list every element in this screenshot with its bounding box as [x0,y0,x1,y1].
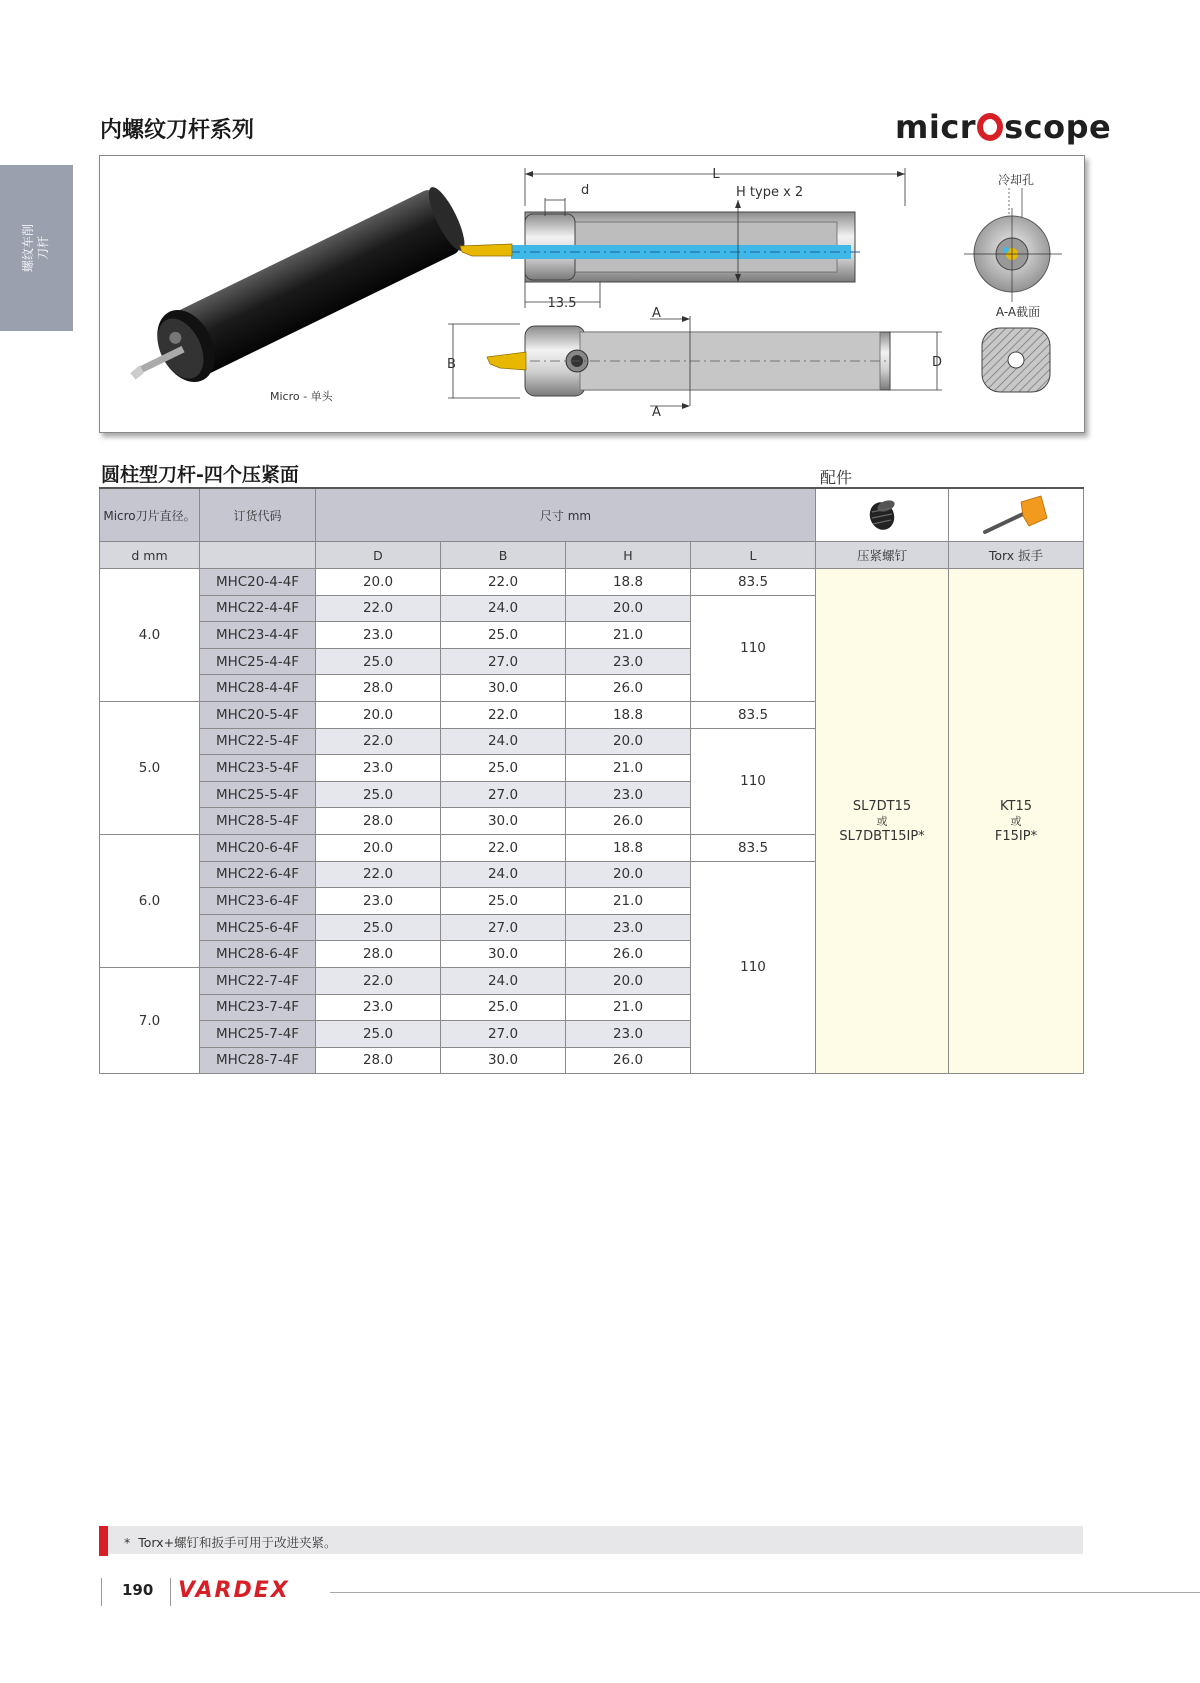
dim-label-A-top: A [652,306,661,321]
D-cell: 25.0 [316,648,441,675]
side-tab-line-1: 螺纹车削 [21,223,36,273]
header-L: L [691,542,816,569]
D-cell: 20.0 [316,569,441,596]
insert-diameter-cell: 7.0 [100,967,200,1073]
H-cell: 23.0 [566,1021,691,1048]
specification-table [99,487,1084,1074]
D-cell: 25.0 [316,1021,441,1048]
header-empty [200,542,316,569]
order-code-cell: MHC25-5-4F [200,781,316,808]
section-title: 圆柱型刀杆-四个压紧面 [101,464,299,486]
D-cell: 23.0 [316,755,441,782]
screw-or: 或 [876,814,888,828]
footer-divider [170,1578,171,1606]
clamp-screw-icon [862,494,902,534]
header-B: B [441,542,566,569]
footnote-marker: * [124,1535,131,1550]
front-view-drawing [447,306,942,420]
order-code-cell: MHC25-4-4F [200,648,316,675]
H-cell: 26.0 [566,1047,691,1074]
H-cell: 20.0 [566,861,691,888]
header-torx-wrench: Torx 扳手 [949,542,1084,569]
order-code-cell: MHC23-6-4F [200,888,316,915]
insert-diameter-cell: 5.0 [100,701,200,834]
H-cell: 18.8 [566,569,691,596]
header-order-code: 订货代码 [200,488,316,542]
L-cell: 110 [691,728,816,834]
wrench-or: 或 [1010,814,1022,828]
side-section-tab[interactable] [0,165,73,331]
L-cell: 110 [691,595,816,701]
order-code-cell: MHC23-7-4F [200,994,316,1021]
order-code-cell: MHC22-5-4F [200,728,316,755]
header-wrench-image [949,488,1084,542]
end-view-drawing [964,172,1062,302]
B-cell: 30.0 [441,941,566,968]
footnote-body: Torx+螺钉和扳手可用于改进夹紧。 [138,1535,337,1550]
B-cell: 22.0 [441,569,566,596]
B-cell: 25.0 [441,755,566,782]
L-cell: 83.5 [691,834,816,861]
B-cell: 25.0 [441,994,566,1021]
screw-code-2: SL7DBT15IP* [839,828,925,844]
coolant-hole-label: 冷却孔 [997,173,1035,187]
H-cell: 20.0 [566,967,691,994]
B-cell: 25.0 [441,888,566,915]
H-cell: 26.0 [566,675,691,702]
B-cell: 30.0 [441,1047,566,1074]
L-cell: 83.5 [691,569,816,596]
order-code-cell: MHC25-7-4F [200,1021,316,1048]
dim-label-d: d [581,183,590,198]
D-cell: 22.0 [316,861,441,888]
B-cell: 22.0 [441,834,566,861]
insert-diameter-cell: 6.0 [100,834,200,967]
D-cell: 20.0 [316,701,441,728]
order-code-cell: MHC22-7-4F [200,967,316,994]
logo-text-right: scope [1004,108,1112,146]
order-code-cell: MHC23-4-4F [200,622,316,649]
logo-o-ring-icon [977,113,1003,141]
order-code-cell: MHC23-5-4F [200,755,316,782]
order-code-cell: MHC20-5-4F [200,701,316,728]
D-cell: 28.0 [316,675,441,702]
order-code-cell: MHC20-4-4F [200,569,316,596]
D-cell: 28.0 [316,808,441,835]
B-cell: 24.0 [441,595,566,622]
page-title: 内螺纹刀杆系列 [100,118,255,143]
header-H: H [566,542,691,569]
table-row [100,569,1084,596]
vardex-logo: VARDEX [178,1578,290,1603]
B-cell: 27.0 [441,914,566,941]
footer-rule [330,1592,1200,1593]
dim-label-D: D [932,355,943,370]
H-cell: 23.0 [566,914,691,941]
technical-drawing-panel [99,155,1085,433]
header-dimensions: 尺寸 mm [316,488,816,542]
B-cell: 27.0 [441,781,566,808]
order-code-cell: MHC28-6-4F [200,941,316,968]
table-header-row-2 [100,542,1084,569]
header-screw-image [816,488,949,542]
H-cell: 21.0 [566,888,691,915]
technical-drawing [100,156,1084,432]
D-cell: 25.0 [316,914,441,941]
microscope-logo [895,108,1111,146]
dim-label-B: B [447,357,456,372]
B-cell: 22.0 [441,701,566,728]
order-code-cell: MHC28-7-4F [200,1047,316,1074]
H-cell: 18.8 [566,701,691,728]
drawing-caption: Micro - 单头 [270,390,333,403]
header-d: d mm [100,542,200,569]
H-cell: 23.0 [566,648,691,675]
B-cell: 27.0 [441,1021,566,1048]
screw-code-1: SL7DT15 [852,798,912,814]
D-cell: 28.0 [316,941,441,968]
wrench-code-1: KT15 [1000,798,1032,814]
order-code-cell: MHC28-5-4F [200,808,316,835]
H-cell: 18.8 [566,834,691,861]
H-cell: 23.0 [566,781,691,808]
D-cell: 22.0 [316,728,441,755]
dim-label-L: L [712,167,720,182]
order-code-cell: MHC25-6-4F [200,914,316,941]
H-cell: 21.0 [566,994,691,1021]
D-cell: 22.0 [316,595,441,622]
B-cell: 24.0 [441,861,566,888]
D-cell: 23.0 [316,888,441,915]
wrench-code-2: F15IP* [994,828,1038,844]
header-clamp-screw: 压紧螺钉 [816,542,949,569]
insert-diameter-cell: 4.0 [100,569,200,702]
page-number: 190 [122,1581,154,1599]
side-view-drawing [460,167,905,311]
footnote-text [124,1533,337,1551]
D-cell: 22.0 [316,967,441,994]
order-code-cell: MHC22-6-4F [200,861,316,888]
H-cell: 21.0 [566,622,691,649]
dim-label-H: H type x 2 [736,185,804,200]
order-code-cell: MHC28-4-4F [200,675,316,702]
B-cell: 24.0 [441,728,566,755]
D-cell: 23.0 [316,994,441,1021]
order-code-cell: MHC20-6-4F [200,834,316,861]
dim-label-13-5: 13.5 [547,296,577,311]
B-cell: 30.0 [441,675,566,702]
H-cell: 20.0 [566,595,691,622]
section-AA-drawing [982,304,1050,392]
tool-holder-image [114,180,473,407]
D-cell: 28.0 [316,1047,441,1074]
B-cell: 27.0 [441,648,566,675]
side-tab-line-2: 刀杆 [36,235,51,261]
accessories-title: 配件 [820,468,853,487]
D-cell: 20.0 [316,834,441,861]
dim-label-A-bottom: A [652,405,661,420]
H-cell: 26.0 [566,808,691,835]
torx-wrench-cell [949,569,1084,1074]
order-code-cell: MHC22-4-4F [200,595,316,622]
B-cell: 30.0 [441,808,566,835]
B-cell: 25.0 [441,622,566,649]
clamp-screw-cell [816,569,949,1074]
B-cell: 24.0 [441,967,566,994]
L-cell: 83.5 [691,701,816,728]
H-cell: 21.0 [566,755,691,782]
logo-text-left: micr [895,108,977,146]
D-cell: 23.0 [316,622,441,649]
header-insert-diameter: Micro刀片直径。 [100,488,200,542]
D-cell: 25.0 [316,781,441,808]
footer-divider [101,1578,102,1606]
H-cell: 26.0 [566,941,691,968]
header-D: D [316,542,441,569]
table-header-row-1 [100,488,1084,542]
L-cell: 110 [691,861,816,1074]
footnote-accent [99,1526,108,1556]
H-cell: 20.0 [566,728,691,755]
torx-wrench-icon [981,492,1051,536]
section-AA-label: A-A截面 [995,305,1041,319]
